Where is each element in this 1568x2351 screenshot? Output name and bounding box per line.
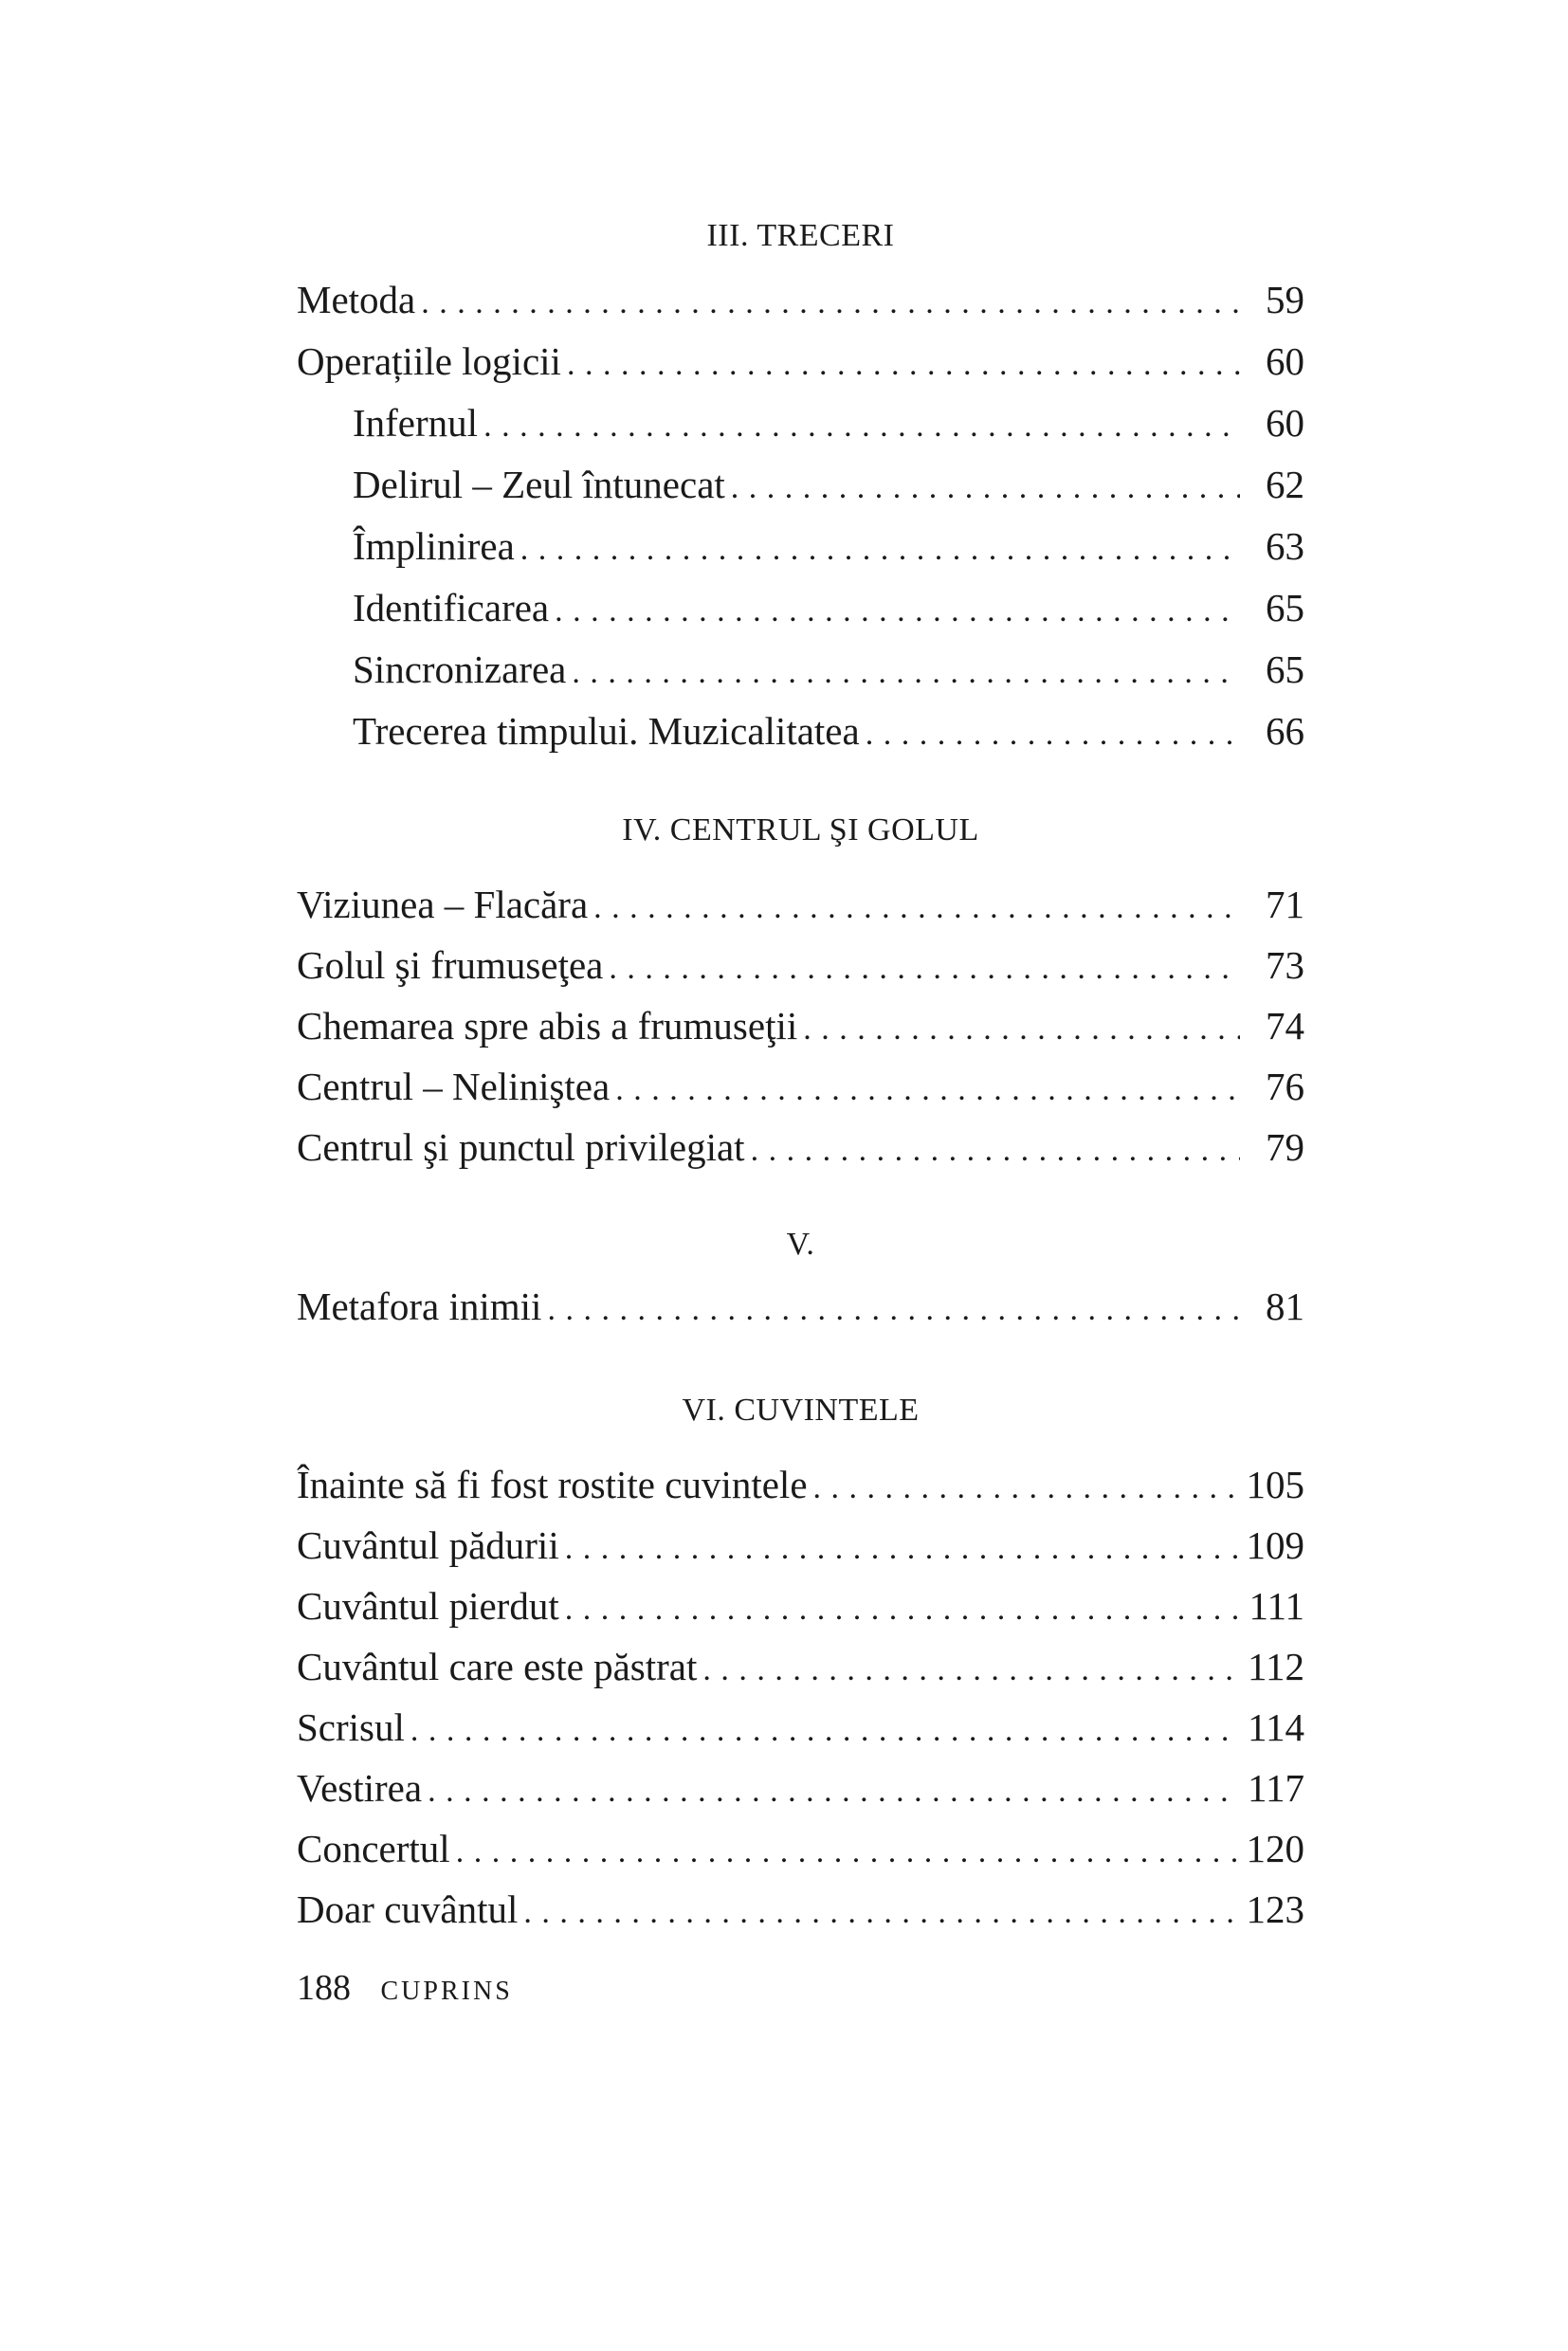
entry-page-number: 79	[1266, 1125, 1304, 1169]
dot-leader	[866, 710, 1240, 756]
toc-entry	[297, 1460, 1304, 1509]
dot-leader	[483, 402, 1240, 447]
dot-leader	[751, 1126, 1240, 1172]
dot-leader	[547, 1285, 1240, 1331]
entry-title: Golul şi frumuseţea	[297, 943, 604, 987]
dot-leader	[702, 1646, 1240, 1691]
entry-page-number: 111	[1249, 1584, 1304, 1628]
entry-title: Cuvântul pierdut	[297, 1584, 559, 1628]
dot-leader	[421, 279, 1240, 324]
dot-leader	[609, 944, 1240, 990]
entry-title: Împlinirea	[353, 524, 515, 568]
entry-page-number: 117	[1248, 1766, 1304, 1810]
entry-page-number: 105	[1246, 1463, 1304, 1506]
entry-page-number: 60	[1266, 339, 1304, 383]
entry-title: Cuvântul care este păstrat	[297, 1645, 698, 1688]
toc-entry	[297, 1885, 1304, 1934]
entry-title: Centrul – Neliniştea	[297, 1065, 611, 1108]
running-head: CUPRINS	[380, 1977, 513, 2006]
toc-subentry	[297, 398, 1304, 447]
toc-entry	[297, 940, 1304, 990]
dot-leader	[803, 1005, 1240, 1050]
entry-page-number: 62	[1266, 463, 1304, 506]
section-heading-vi: VI. CUVINTELE	[682, 1393, 920, 1428]
toc-entry	[297, 1581, 1304, 1631]
toc-subentry	[297, 645, 1304, 694]
dot-leader	[523, 1888, 1238, 1934]
entry-page-number: 123	[1246, 1887, 1304, 1931]
toc-entry	[297, 337, 1304, 386]
dot-leader	[520, 525, 1240, 571]
entry-title: Scrisul	[297, 1705, 405, 1749]
entry-title: Chemarea spre abis a frumuseţii	[297, 1004, 798, 1048]
section-heading-v: V.	[786, 1227, 815, 1262]
entry-page-number: 59	[1266, 278, 1304, 321]
entry-page-number: 109	[1246, 1523, 1304, 1567]
toc-entry	[297, 880, 1304, 929]
entry-title: Concertul	[297, 1827, 450, 1870]
toc-entry	[297, 1703, 1304, 1752]
toc-entry	[297, 1521, 1304, 1570]
section-heading-iii: III. TRECERI	[706, 218, 895, 253]
dot-leader	[593, 884, 1240, 929]
entry-title: Doar cuvântul	[297, 1887, 519, 1931]
entry-title: Delirul – Zeul întunecat	[353, 463, 725, 506]
entry-title: Vestirea	[297, 1766, 423, 1810]
toc-entry	[297, 275, 1304, 324]
entry-title: Centrul şi punctul privilegiat	[297, 1125, 745, 1169]
entry-page-number: 81	[1266, 1285, 1304, 1328]
toc-entry	[297, 1763, 1304, 1813]
entry-page-number: 120	[1246, 1827, 1304, 1870]
toc-entry	[297, 1062, 1304, 1111]
entry-title: Viziunea – Flacăra	[297, 883, 589, 926]
entry-page-number: 114	[1248, 1705, 1304, 1749]
page-number: 188	[297, 1968, 351, 2008]
toc-subentry	[297, 460, 1304, 509]
dot-leader	[456, 1828, 1239, 1873]
entry-page-number: 76	[1266, 1065, 1304, 1108]
entry-title: Infernul	[353, 401, 479, 445]
entry-page-number: 74	[1266, 1004, 1304, 1048]
toc-subentry	[297, 521, 1304, 571]
dot-leader	[731, 464, 1240, 509]
entry-title: Sincronizarea	[353, 647, 567, 691]
entry-title: Identificarea	[353, 586, 550, 629]
entry-title: Trecerea timpului. Muzicalitatea	[353, 709, 860, 753]
toc-entry	[297, 1001, 1304, 1050]
entry-page-number: 71	[1266, 883, 1304, 926]
dot-leader	[428, 1767, 1240, 1813]
entry-title: Înainte să fi fost rostite cuvintele	[297, 1463, 808, 1506]
entry-title: Metoda	[297, 278, 416, 321]
dot-leader	[555, 587, 1240, 632]
entry-page-number: 65	[1266, 586, 1304, 629]
entry-page-number: 112	[1248, 1645, 1304, 1688]
toc-entry	[297, 1122, 1304, 1172]
dot-leader	[565, 1524, 1239, 1570]
entry-title: Operațiile logicii	[297, 339, 561, 383]
entry-page-number: 73	[1266, 943, 1304, 987]
dot-leader	[410, 1706, 1240, 1752]
entry-page-number: 65	[1266, 647, 1304, 691]
entry-page-number: 66	[1266, 709, 1304, 753]
dot-leader	[572, 648, 1240, 694]
dot-leader	[565, 1585, 1240, 1631]
dot-leader	[567, 340, 1240, 386]
toc-entry	[297, 1282, 1304, 1331]
page-footer	[297, 1967, 513, 2013]
toc-subentry	[297, 706, 1304, 756]
entry-title: Cuvântul pădurii	[297, 1523, 559, 1567]
dot-leader	[615, 1066, 1240, 1111]
entry-title: Metafora inimii	[297, 1285, 542, 1328]
dot-leader	[813, 1464, 1239, 1509]
toc-subentry	[297, 583, 1304, 632]
toc-entry	[297, 1642, 1304, 1691]
toc-entry	[297, 1824, 1304, 1873]
entry-page-number: 60	[1266, 401, 1304, 445]
entry-page-number: 63	[1266, 524, 1304, 568]
section-heading-iv: IV. CENTRUL ŞI GOLUL	[622, 812, 979, 847]
